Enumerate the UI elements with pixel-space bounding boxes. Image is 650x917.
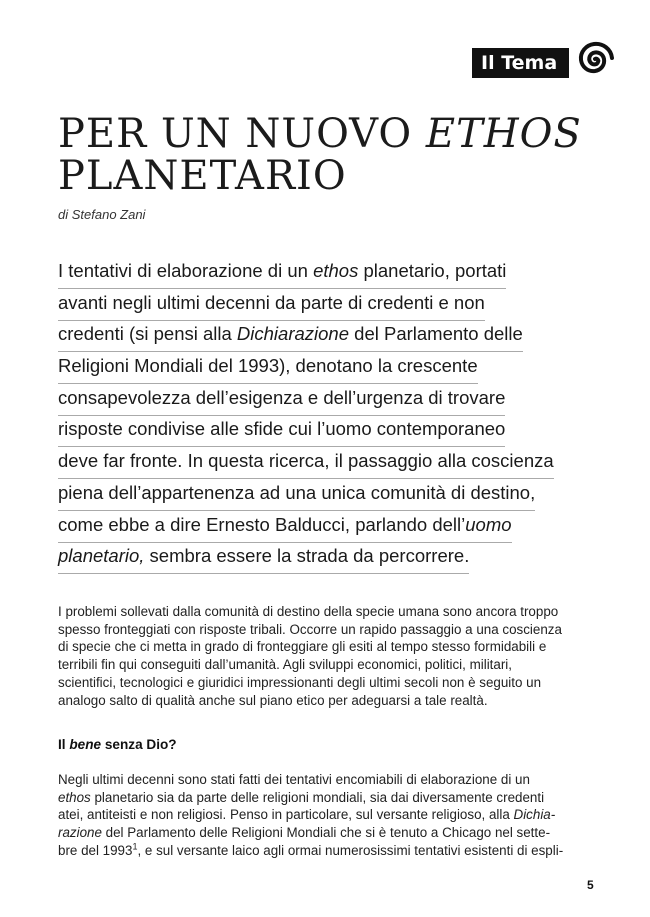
- italic-text: planetario,: [58, 545, 145, 567]
- body-paragraph-2: [58, 771, 594, 860]
- section-heading: [58, 737, 177, 752]
- text-run: credenti (si pensi alla: [58, 323, 237, 345]
- body2-line: [58, 806, 594, 824]
- body2-line: [58, 842, 594, 860]
- lead-line: [58, 445, 618, 477]
- italic-text: razione: [58, 825, 102, 841]
- lead-line: [58, 287, 618, 319]
- text-run: I tentativi di elaborazione di un: [58, 260, 314, 281]
- body-paragraph-1: [58, 603, 594, 709]
- body1-line: di specie che ci metta in grado di fronteggiare gli esiti al tempo stesso formidabili e: [58, 639, 547, 655]
- section-heading-part-b: bene: [69, 737, 102, 752]
- lead-line: [58, 540, 618, 572]
- byline: di Stefano Zani: [58, 207, 146, 222]
- lead-line: [58, 255, 618, 287]
- text-run: , e sul versante laico agli ormai numerosissimi tentativi esistenti di espli-: [137, 842, 564, 858]
- lead-paragraph: [58, 255, 618, 572]
- body1-line: scientifici, tecnologici e giuridici impressionanti degli ultimi secoli non è seguito un: [58, 674, 542, 690]
- text-run: consapevolezza dell’esigenza e dell’urgenza di trovare: [58, 386, 506, 408]
- body2-line: [58, 824, 594, 842]
- text-run: deve far fronte. In questa ricerca, il passaggio alla coscienza: [58, 450, 554, 472]
- lead-line: [58, 477, 618, 509]
- section-badge-label: Il Tema: [472, 48, 569, 78]
- text-run: sembra essere la strada da percorrere.: [144, 545, 470, 567]
- section-badge: [472, 47, 569, 79]
- italic-text: uomo: [465, 513, 512, 535]
- body2-line: [58, 771, 594, 789]
- text-run: del Parlamento delle Religioni Mondiali che si è tenuto a Chicago nel sette-: [101, 825, 551, 841]
- title-line2: PLANETARIO: [58, 153, 347, 199]
- section-heading-part-c: senza Dio?: [101, 737, 177, 752]
- title-line1-italic: ETHOS: [425, 111, 582, 157]
- section-heading-part-a: Il: [58, 737, 70, 752]
- text-run: come ebbe a dire Ernesto Balducci, parlando dell’: [58, 513, 466, 535]
- text-run: planetario sia da parte delle religioni mondiali, sia dai diversamente credenti: [90, 789, 545, 805]
- footnote-marker: 1: [132, 841, 138, 852]
- text-run: Religioni Mondiali del 1993), denotano la crescente: [58, 355, 478, 377]
- text-run: planetario, portati: [358, 260, 507, 281]
- text-run: piena dell’appartenenza ad una unica comunità di destino,: [58, 481, 536, 503]
- text-run: risposte condivise alle sfide cui l’uomo contemporaneo: [58, 418, 506, 440]
- lead-line: [58, 509, 618, 541]
- italic-text: Dichia-: [513, 807, 556, 823]
- body1-line: I problemi sollevati dalla comunità di destino della specie umana sono ancora troppo: [58, 604, 559, 619]
- text-run: Negli ultimi decenni sono stati fatti dei tentativi encomiabili di elaborazione di un: [58, 772, 530, 787]
- page-number: 5: [587, 878, 594, 892]
- text-run: bre del 1993: [58, 842, 133, 858]
- text-run: atei, antiteisti e non religiosi. Penso in particolare, sul versante religioso, alla: [58, 807, 514, 823]
- body2-line: [58, 789, 594, 807]
- lead-line: [58, 382, 618, 414]
- text-run: avanti negli ultimi decenni da parte di credenti e non: [58, 291, 485, 313]
- body1-line: terribili fin qui conseguiti dall’umanità. Agli sviluppi economici, politici, militari,: [58, 657, 512, 673]
- spiral-icon: [572, 36, 618, 82]
- body1-line: spesso fronteggiati con risposte tribali. Occorre un rapido passaggio a una coscienza: [58, 621, 562, 637]
- italic-text: Dichiarazione: [236, 323, 350, 345]
- italic-text: ethos: [313, 260, 359, 281]
- italic-text: ethos: [58, 789, 91, 805]
- lead-line: [58, 318, 618, 350]
- lead-line: [58, 350, 618, 382]
- text-run: del Parlamento delle: [349, 323, 523, 345]
- title-line1-prefix: PER UN NUOVO: [58, 111, 426, 157]
- article-title: [58, 113, 618, 197]
- lead-line: [58, 413, 618, 445]
- body1-line: analogo salto di qualità anche sul piano etico per adeguarsi a tale realtà.: [58, 692, 488, 708]
